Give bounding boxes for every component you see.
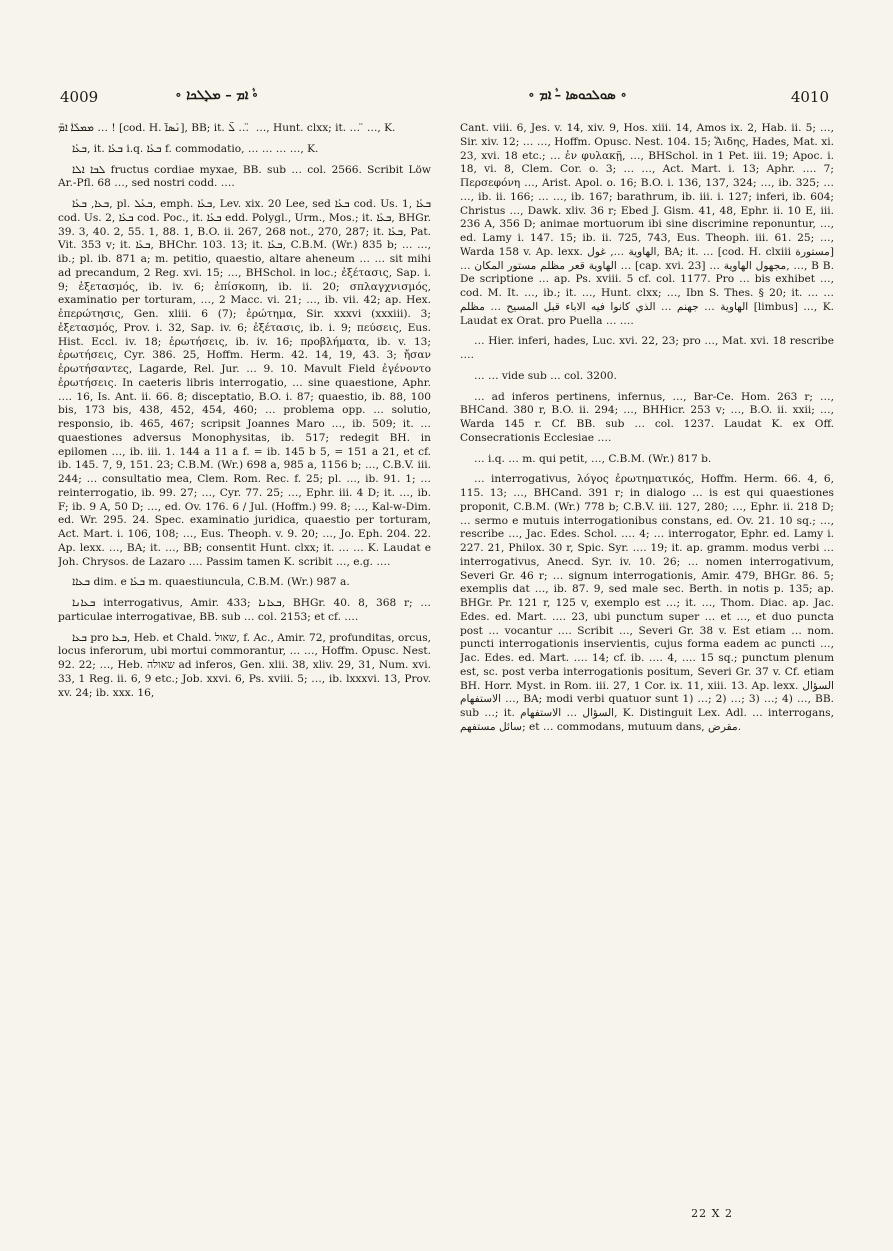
left-page-number: 4009 <box>60 88 99 106</box>
entry: … interrogativus, λόγος ἐρωτηματικός, Hoffm. Herm. 66. 4, 6, 115. 13; …, BHCand. 391 r; in dialogo … is est qui quaestiones proponit, C.B.M. (Wr.) 778 b; C.B.V. iii. 127, 280; …, Ephr. ii. 218 D; … sermo e mutuis interrogationibus constans, ed. Ov. 21. 10 sq.; …, rescribe …, Jac. Edes. Schol. …. 4; … interrogator, Ephr. ed. Lamy i. 227. 21, Philox. 30 r, Spic. Syr. …. 19; it. ap. gramm. modus verbi … interrogativus, Anecd. Syr. iv. 10. 26; … nomen interrogativum, Severi Gr. 46 r; … signum interrogationis, Amir. 479, BHGr. 86. 5; exemplis dat …, ib. 87. 9, sed male sec. Berth. in notis p. 135; ap. BHGr. Pr. 121 r, 125 v, exemplo est …; it. …, Thom. Diac. ap. Jac. Edes. ed. Mart. …. 23, ubi punctum super … et …, et duo puncta post … vocantur …. Scribit …, Severi Gr. 38 v. Est etiam … nom. puncti interrogationis inservientis, cujus forma eadem ac puncti …, Jac. Edes. ed. Mart. …. 14; cf. ib. …. 4, …. 15 sq.; punctum plenum est, sc. post verba interrogationis positum, Severi Gr. 37 v. Cf. etiam BH. Horr. Myst. in Rom. iii. 27, 1 Cor. ix. 11, xiii. 13. Ap. lexx. السؤال … الاستفهام, BA; modi verbi quatuor sunt 1) …; 2) …; 3) …; 4) …, BB. sub …; it. السؤال … الاستفهام, K. Distinguit Lex. Adl. … interrogans, سائل مستفهم; et … commodans, mutuum dans, مقرض. <box>460 473 834 733</box>
entry: Cant. viii. 6, Jes. v. 14, xiv. 9, Hos. xiii. 14, Amos ix. 2, Hab. ii. 5; …, Sir. xiv. 12; … …, Hoffm. Opusc. Nest. 104. 15; Ἅιδης, Hades, Mat. xi. 23, xvi. 18 etc.; … ἐν φυλακῇ, …, BHSchol. in 1 Pet. iii. 19; Apoc. i. 18, vi. 8, Clem. Cor. o. 3; … …, Act. Mart. i. 13; Aphr. …. 7; Περσεφόνη …, Arist. Apol. o. 16; B.O. i. 136, 137, 324; …, ib. 325; … …, ib. ii. 166; … …, ib. 167; barathrum, ib. iii. i. 127; inferi, ib. 604; Christus …, Dawk. xliv. 36 r; Ebed J. Gism. 41, 48, Ephr. ii. 10 E, iii. 236 A, 356 D; animae mortuorum ibi sine discrimine reponuntur, …, ed. Lamy i. 147. 15; ib. ii. 725, 743, Eus. Theoph. iii. 61. 25; …, Warda 158 v. Ap. lexx. الهاوية …, غول, BA; it. … [cod. H. clxiii مستورة] … الهاوية قعر مظلم مستور المكان … [cap. xvi. 23] … مجهول الهاوية, …, B B. De scriptione … ap. Ps. xviii. 5 cf. col. 1177. Pro … bis exhibet …, cod. M. It. …, ib.; it. …, Hunt. clxx; …, Ibn S. Thes. § 20; it. … … الهاوية … جهنم … الذي كانوا فيه الاباء قبل المسيح … مظلم [limbus] …, K. Laudat ex Orat. pro Puella … …. <box>460 122 834 327</box>
entry: … ad inferos pertinens, infernus, …, Bar-Ce. Hom. 263 r; …, BHCand. 380 r, B.O. ii. 294; …, BHHicr. 253 v; …, B.O. ii. xxii; …, Warda 145 r. Cf. BB. sub … col. 1237. Laudat K. ex Off. Consecrationis Ecclesiae …. <box>460 390 834 444</box>
entry: ܒܥܐܢܐ interrogativus, Amir. 433; ܒܥܐܢܐ, BHGr. 40. 8, 368 r; … particulae interrogativae, BB. sub … col. 2153; et cf. …. <box>58 597 431 623</box>
entry: ܒܥܐ, ܒܥܰܐ, pl. ܒܥܰܠ, emph. ܒܥܰܐ, Lev. xix. 20 Lee, sed ܒܥܰܐ cod. Us. 1, ܒܥܰܐ cod. Us. 2, ܒܥܰܐ cod. Poc., it. ܒܥܰܐ edd. Polygl., Urm., Mos.; it. ܒܥܰܐ, BHGr. 39. 3, 40. 2, 55. 1, 88. 1, B.O. ii. 267, 268 not., 270, 287; it. ܒܥܰܐ, Pat. Vit. 353 v; it. ܒܥܰܐ, BHChr. 103. 13; it. ܒܥܰܐ, C.B.M. (Wr.) 835 b; … …, ib.; pl. ib. 871 a; m. petitio, quaestio, altare aheneum … … sit mihi ad precandum, 2 Reg. xvi. 15; …, BHSchol. in loc.; ἐξέτασις, Sap. i. 9; ἐξετασμός, ib. iv. 6; ἐπίσκοπη, ib. ii. 20; σπλαγχνισμός, examinatio per torturam, …, 2 Macc. vi. 21; …, ib. vii. 42; ap. Hex. ἐπερώτησις, Gen. xliii. 6 (7); ἐρώτημα, Sir. xxxvi (xxxiii). 3; ἐξετασμός, Prov. i. 32, Sap. iv. 6; ἐξέτασις, ib. i. 9; πεύσεις, Eus. Hist. Eccl. iv. 18; ἐρωτήσεις, ib. iv. 16; προβλήματα, ib. v. 13; ἐρωτήσεις, Cyr. 386. 25, Hoffm. Herm. 42. 14, 19, 43. 3; ἤσαν ἐρωτήσαντες, Lagarde, Rel. Jur. … 9. 10. Mavult Field ἐγένοντο ἐρωτήσεις. In caeteris libris interrogatio, … sine quaestione, Aphr. …. 16, Is. Ant. ii. 66. 8; disceptatio, B.O. i. 87; quaestio, ib. 88, 100 bis, 173 bis, 438, 452, 454, 460; … problema opp. … solutio, responsio, ib. 465, 467; scripsit Joannes Maro …, ib. 509; it. … quaestiones adversus Monophysitas, ib. 517; redegit BH. in epilomen …, ib. iii. 1. 144 a 11 a f. = ib. 145 b 5, = 151 a 21, et cf. ib. 145. 7, 9, 151. 23; C.B.M. (Wr.) 698 a, 985 a, 1156 b; …, C.B.V. iii. 244; … consultatio mea, Clem. Rom. Rec. f. 25; pl. …, ib. 91. 1; … reinterrogatio, ib. 99. 27; …, Cyr. 77. 25; …, Ephr. iii. 4 D; it. …, ib. F; ib. 9 A, 50 D; …, ed. Ov. 176. 6 / Jul. (Hoffm.) 99. 8; …, Kal-w-Dim. ed. Wr. 295. 24. Spec. examinatio juridica, quaestio per torturam, Act. Mart. i. 106, 108; …, Eus. Theoph. v. 9. 20; …, Jo. Eph. 204. 22. Ap. lexx. …, BA; it. …, BB; consentit Hunt. clxx; it. … … K. Laudat e Joh. Chrysos. de Lazaro …. Passim tamen K. scribit …, e.g. …. <box>58 198 431 568</box>
right-column <box>460 122 834 1193</box>
page-header <box>0 88 893 112</box>
entry: ܒܥܐ pro ܒܥܐ, Heb. et Chald. שאול, f. Ac., Amir. 72, profunditas, orcus, locus inferorum, ubi mortui commorantur, … …, Hoffm. Opusc. Nest. 92. 22; …, Heb. שאולה ad inferos, Gen. xlii. 38, xliv. 29, 31, Num. xvi. 33, 1 Reg. ii. 6, 9 etc.; Job. xxvi. 6, Ps. xviii. 5; …, ib. lxxxvi. 13, Prov. xv. 24; ib. xxx. 16, <box>58 631 431 699</box>
entry: … Hier. inferi, hades, Luc. xvi. 22, 23; pro …, Mat. xvi. 18 rescribe …. <box>460 335 834 361</box>
entry: … … vide sub … col. 3200. <box>474 369 617 382</box>
signature-mark: 22 X 2 <box>691 1207 733 1220</box>
entry: ܠܒܐ ܐܠܐ fructus cordiae myxae, BB. sub … col. 2566. Scribit Löw Ar.-Pfl. 68 …, sed nostri codd. …. <box>58 163 431 190</box>
entry: … i.q. … m. qui petit, …, C.B.M. (Wr.) 817 b. <box>474 452 712 465</box>
left-running-title: ∘ ܵܐܡ – ܡܠܱܠܟܐ ∘ <box>175 88 259 103</box>
entry: ܒܥܐܐ dim. e ܒܥܰܐ m. quaestiuncula, C.B.M. (Wr.) 987 a. <box>72 576 350 589</box>
entry: ܒܥܰܐ, it. ܒܥܰܐ i.q. ܒܥܰܐ f. commodatio, … … … …, K. <box>72 142 319 155</box>
right-running-title: ∘ ܣܘܠܟܘܣܐ – ܵܐܡ ∘ <box>528 88 627 103</box>
right-page-number: 4010 <box>790 88 829 106</box>
entry: ܡܡܠܰܐ ܵܐܡ̈ … ! [cod. H. ܢܰܣܐ̈], BB; it. ܠ̈ … ̈ …, Hunt. clxx; it. … ̈ …, K. <box>58 122 396 134</box>
left-column <box>58 122 431 1193</box>
